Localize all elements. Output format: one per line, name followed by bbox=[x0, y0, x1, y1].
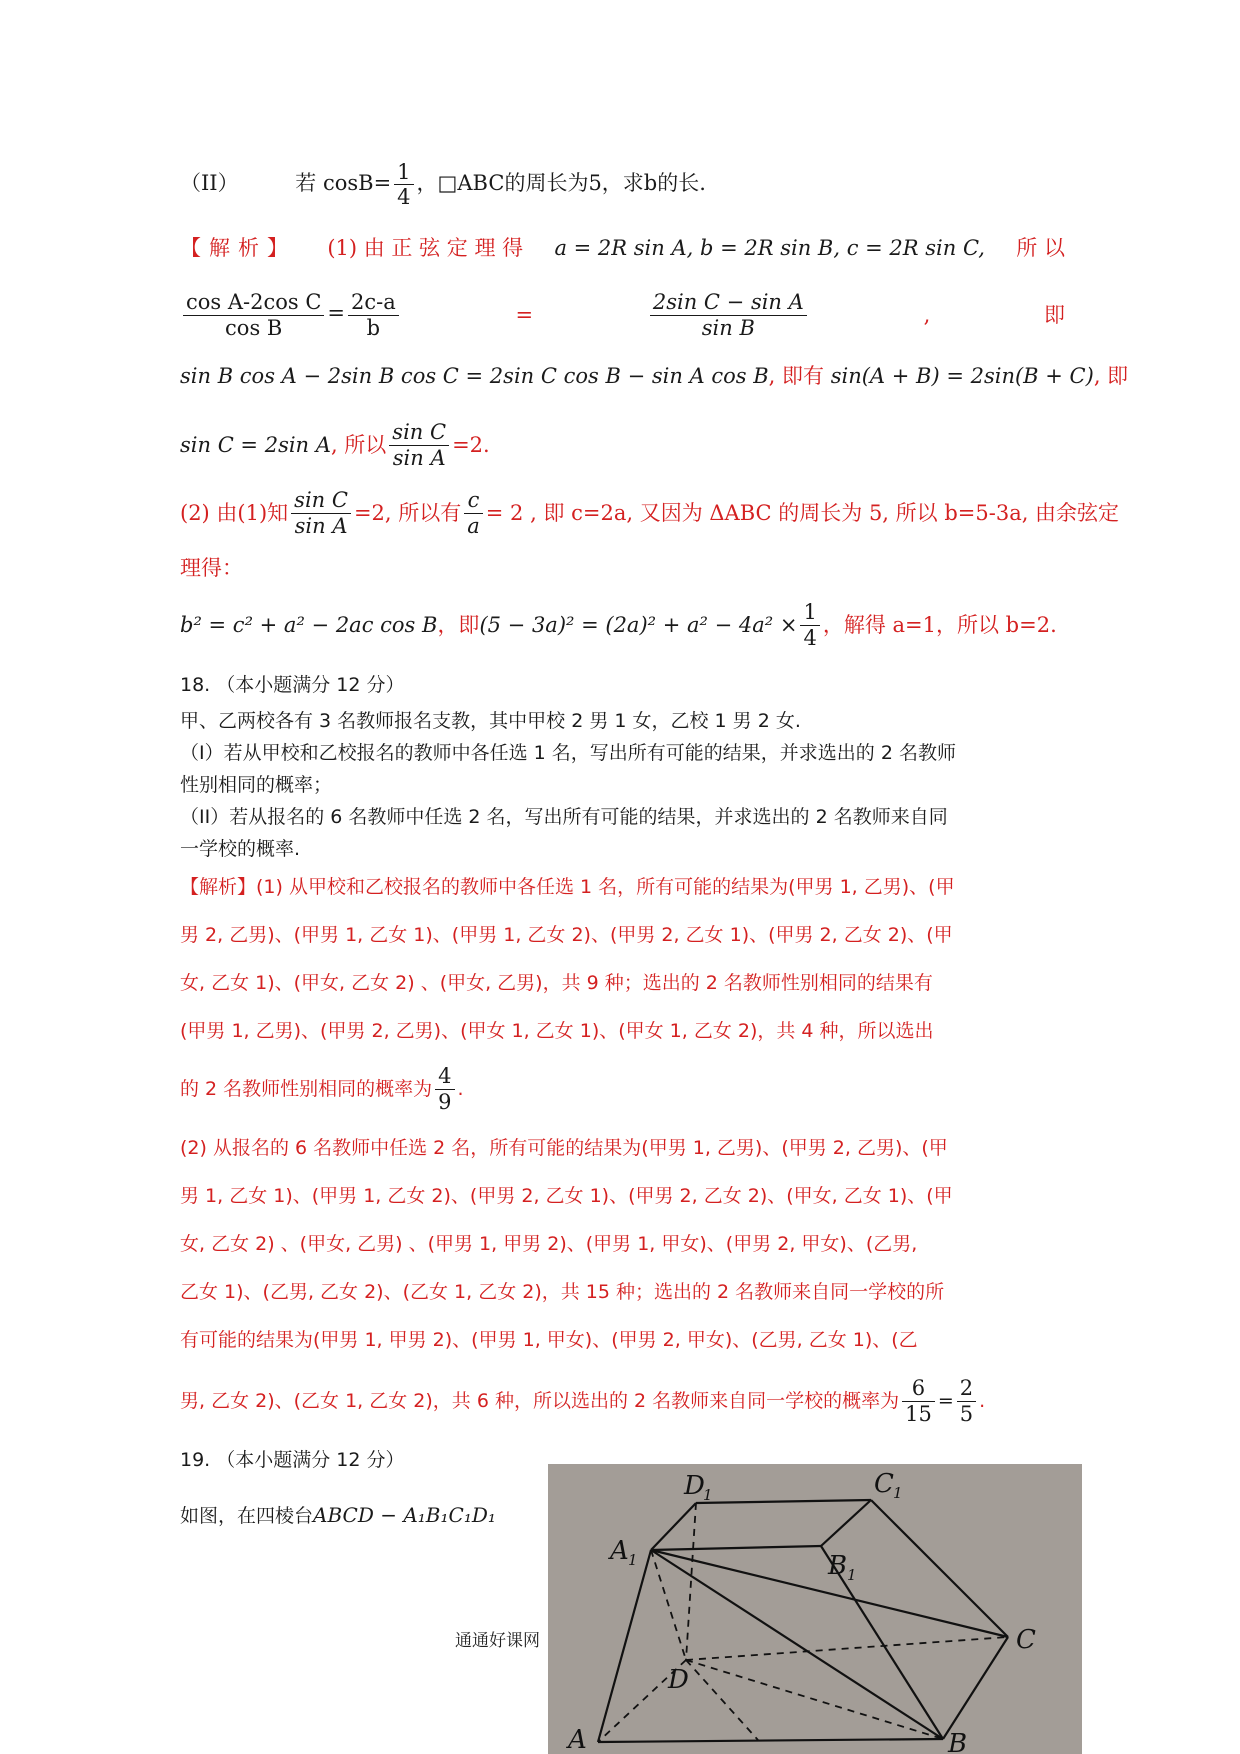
label-d1: D bbox=[684, 1471, 705, 1501]
hidden-a1d bbox=[651, 1550, 686, 1660]
q19-title: 19. （本小题满分 12 分） bbox=[180, 1449, 405, 1471]
q17-solution-line-7: b² = c² + a² − 2ac cos B ，即 (5 − 3a)² = (2a)² + a² − 4a² × $\frac{1}{4}$ ，解得 a=1，所以 b=2. bbox=[180, 600, 1057, 650]
q18-solution-line-7: 男 1, 乙女 1)、(甲男 1, 乙女 2)、(甲男 2, 乙女 1)、(甲男 2, 乙女 2)、(甲女, 乙女 1)、(甲 bbox=[180, 1185, 953, 1207]
fraction: $\frac{\text{cos A-2cos C}}{\text{cos B}}$ bbox=[183, 290, 324, 339]
frustum-figure bbox=[548, 1464, 1082, 1754]
q18-part1-cont: 性别相同的概率； bbox=[180, 774, 333, 796]
q17-part2: （II） 若 cosB= $\frac{1}{4}$ ，□ABC的周长为5，求b的长. bbox=[180, 160, 706, 210]
q18-solution-line-9: 乙女 1)、(乙男, 乙女 2)、(乙女 1, 乙女 2)，共 15 种；选出的 2 名教师来自同一学校的所 bbox=[180, 1281, 945, 1303]
edge-a1d1 bbox=[651, 1503, 696, 1550]
edge-d1c1 bbox=[696, 1500, 871, 1503]
frustum-diagram bbox=[548, 1464, 1082, 1754]
q18-part2-cont: 一学校的概率. bbox=[180, 838, 301, 860]
q18-solution-line-8: 女, 乙女 2) 、(甲女, 乙男) 、(甲男 1, 甲男 2)、(甲男 1, 甲女)、(甲男 2, 甲女)、(乙男, bbox=[180, 1233, 918, 1255]
fraction: $\frac{4}{9}$ bbox=[435, 1064, 454, 1113]
q18-solution-line-2: 男 2, 乙男)、(甲男 1, 乙女 1)、(甲男 1, 乙女 2)、(甲男 2, 乙女 1)、(甲男 2, 乙女 2)、(甲 bbox=[180, 924, 953, 946]
label-a: A bbox=[568, 1725, 587, 1754]
q17-solution-line-3: sin B cos A − 2sin B cos C = 2sin C cos B − sin A cos B, 即有 sin(A + B) = 2sin(B + C), 即 bbox=[180, 364, 1129, 388]
hidden-d1d bbox=[686, 1503, 696, 1660]
q18-part1: （I）若从甲校和乙校报名的教师中各任选 1 名，写出所有可能的结果，并求选出的 2 名教师 bbox=[180, 742, 956, 764]
solution-heading: 【解析】 bbox=[180, 236, 296, 260]
label-c1: C bbox=[874, 1469, 894, 1499]
q18-solution-line-11: 男, 乙女 2)、(乙女 1, 乙女 2)，共 6 种，所以选出的 2 名教师来自同一学校的概率为 $\frac{6}{15}$ = $\frac{2}{5}$ . bbox=[180, 1376, 986, 1426]
page-footer: 通通好课网 bbox=[455, 1631, 540, 1651]
fraction: $\frac{6}{15}$ bbox=[902, 1376, 935, 1425]
fraction: $\frac{2}{5}$ bbox=[957, 1376, 976, 1425]
q18-title: 18. （本小题满分 12 分） bbox=[180, 674, 405, 696]
hidden-dc bbox=[686, 1637, 1008, 1660]
q18-solution-line-5: 的 2 名教师性别相同的概率为 $\frac{4}{9}$ . bbox=[180, 1064, 464, 1114]
q18-solution-line-6: (2) 从报名的 6 名教师中任选 2 名，所有可能的结果为(甲男 1, 乙男)、(甲男 2, 乙男)、(甲 bbox=[180, 1137, 948, 1159]
q18-solution-line-10: 有可能的结果为(甲男 1, 甲男 2)、(甲男 1, 甲女)、(甲男 2, 甲女)、(乙男, 乙女 1)、(乙 bbox=[180, 1329, 918, 1351]
label-b1: B bbox=[828, 1551, 848, 1581]
hidden-db bbox=[686, 1660, 943, 1739]
q17-solution-line-1: 【解析】 (1) 由 正 弦 定 理 得 a = 2R sin A, b = 2R sin B, c = 2R sin C, 所 以 bbox=[180, 233, 1065, 263]
edge-bc bbox=[943, 1637, 1008, 1739]
fraction: $\frac{c}{a}$ bbox=[464, 488, 483, 537]
q17-solution-line-2: $\frac{\text{cos A-2cos C}}{\text{cos B}}$ = $\frac{2c-a}{b}$ = $\frac{\text{2sin C − sin A}}{\text{sin B}}$ , 即 bbox=[180, 280, 1065, 350]
solution-heading: 【解析】 bbox=[180, 876, 257, 898]
edge-ab bbox=[598, 1739, 943, 1742]
label-a1: A bbox=[610, 1536, 629, 1566]
q18-solution-line-3: 女, 乙女 1)、(甲女, 乙女 2) 、(甲女, 乙男)，共 9 种；选出的 2 名教师性别相同的结果有 bbox=[180, 972, 933, 994]
q18-stem: 甲、乙两校各有 3 名教师报名支教，其中甲校 2 男 1 女，乙校 1 男 2 女. bbox=[180, 710, 801, 732]
svg-text:1: 1 bbox=[628, 1551, 638, 1569]
q18-solution-line-1: 【解析】(1) 从甲校和乙校报名的教师中各任选 1 名，所有可能的结果为(甲男 1, 乙男)、(甲 bbox=[180, 876, 955, 898]
edge-a1a bbox=[598, 1550, 651, 1742]
fraction: $\frac{\text{sin C}}{\text{sin A}}$ bbox=[389, 420, 449, 469]
fraction: $\frac{2c-a}{b}$ bbox=[348, 290, 399, 339]
hidden-d-ab bbox=[686, 1660, 758, 1740]
svg-text:1: 1 bbox=[847, 1566, 857, 1584]
label-d: D bbox=[668, 1665, 689, 1695]
q18-part2: （II）若从报名的 6 名教师中任选 2 名，写出所有可能的结果，并求选出的 2 名教师来自同 bbox=[180, 806, 948, 828]
fraction: $\frac{\text{sin C}}{\text{sin A}}$ bbox=[291, 488, 351, 537]
label-c: C bbox=[1016, 1625, 1036, 1655]
q17-solution-line-5: (2) 由(1)知 $\frac{\text{sin C}}{\text{sin A}}$ =2, 所以有 $\frac{c}{a}$ = 2 , 即 c=2a, 又因为 ΔABC 的周长为 5, 所以 b=5-3a, 由余弦定 bbox=[180, 488, 1120, 538]
label-b: B bbox=[948, 1729, 968, 1754]
svg-text:1: 1 bbox=[703, 1486, 713, 1504]
edge-c1c bbox=[871, 1500, 1008, 1637]
edge-b1a1 bbox=[651, 1546, 821, 1550]
svg-text:1: 1 bbox=[893, 1484, 903, 1502]
q19-stem: 如图，在四棱台ABCD − A₁B₁C₁D₁ bbox=[180, 1503, 496, 1527]
fraction: $\frac{1}{4}$ bbox=[394, 160, 413, 209]
edge-c1b1 bbox=[821, 1500, 871, 1546]
q18-solution-line-4: (甲男 1, 乙男)、(甲男 2, 乙男)、(甲女 1, 乙女 1)、(甲女 1, 乙女 2)，共 4 种，所以选出 bbox=[180, 1020, 934, 1042]
fraction: $\frac{1}{4}$ bbox=[800, 600, 819, 649]
q17-solution-line-6: 理得： bbox=[180, 556, 243, 580]
q17-solution-line-4: sin C = 2sin A , 所以 $\frac{\text{sin C}}{\text{sin A}}$ =2. bbox=[180, 420, 490, 470]
fraction: $\frac{\text{2sin C − sin A}}{\text{sin B}}$ bbox=[650, 290, 807, 339]
